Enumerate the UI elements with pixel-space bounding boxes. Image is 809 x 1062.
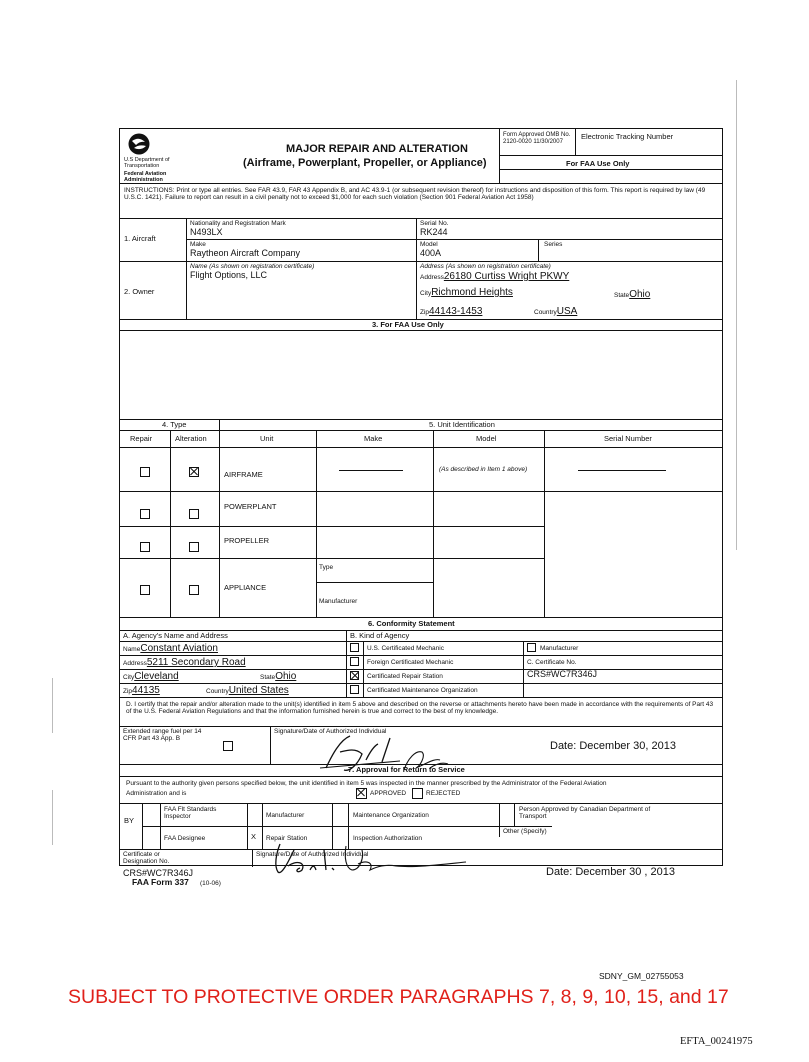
faa-label: Federal Aviation Administration	[124, 171, 167, 184]
faa-use-header: For FAA Use Only	[566, 159, 630, 168]
approval-section: 7. Approval for Return to Service	[348, 765, 465, 774]
owner-address-line: Address26180 Curtiss Wright PKWY	[420, 271, 570, 282]
kind-maintenance-checkbox[interactable]	[350, 685, 359, 694]
scan-edge-line	[52, 678, 53, 733]
kind-foreign-checkbox[interactable]	[350, 657, 359, 666]
agency-country-line: CountryUnited States	[206, 685, 289, 696]
approved-checkbox[interactable]	[356, 788, 367, 799]
aircraft-section: 1. Aircraft	[124, 234, 156, 243]
approval-sig-label: Signature/Date of Authorized Individual	[256, 851, 369, 858]
owner-city-line: CityRichmond Heights	[420, 287, 513, 298]
protective-order: SUBJECT TO PROTECTIVE ORDER PARAGRAPHS 7, 8, 9, 10, 15, and 17	[68, 986, 729, 1008]
other-specify: Other (Specify)	[503, 828, 547, 835]
propeller-repair-checkbox[interactable]	[140, 542, 150, 552]
serial-label: Serial No.	[420, 220, 449, 227]
form-approved: Form Approved OMB No. 2120-0020 11/30/2007	[503, 132, 571, 145]
kind-mechanic: U.S. Certificated Mechanic	[367, 645, 444, 652]
cert-no-label: C. Certificate No.	[527, 659, 577, 666]
kind-foreign: Foreign Certificated Mechanic	[367, 659, 454, 666]
series-label: Series	[544, 241, 563, 248]
make-label: Make	[190, 241, 206, 248]
owner-addr-label: Address (As shown on registration certificate)	[420, 263, 551, 270]
extended-range: Extended range fuel per 14 CFR Part 43 App. B	[123, 728, 202, 743]
inspection-auth: Inspection Authorization	[353, 835, 423, 842]
repair-station-mark: X	[251, 832, 257, 841]
serial-value: RK244	[420, 227, 448, 237]
conformity-section: 6. Conformity Statement	[368, 619, 455, 628]
airframe-repair-checkbox[interactable]	[140, 467, 150, 477]
model-label: Model	[420, 241, 438, 248]
powerplant-repair-checkbox[interactable]	[140, 509, 150, 519]
extended-range-checkbox[interactable]	[223, 741, 233, 751]
kind-manufacturer: Manufacturer	[540, 645, 579, 652]
owner-country-line: CountryUSA	[534, 306, 578, 317]
unit-appliance: APPLIANCE	[224, 583, 267, 592]
kind-maintenance: Certificated Maintenance Organization	[367, 687, 478, 694]
col-make: Make	[364, 434, 383, 443]
form-title: MAJOR REPAIR AND ALTERATION	[286, 143, 468, 155]
appliance-alteration-checkbox[interactable]	[189, 585, 199, 595]
form-subtitle: (Airframe, Powerplant, Propeller, or Appliance)	[243, 157, 487, 169]
agency-city-line: CityCleveland	[123, 671, 179, 682]
scan-edge-line	[52, 790, 53, 845]
unit-propeller: PROPELLER	[224, 536, 270, 545]
owner-zip-line: Zip44143-1453	[420, 306, 483, 317]
appliance-repair-checkbox[interactable]	[140, 585, 150, 595]
rejected-label: REJECTED	[426, 790, 461, 797]
form-revision: (10-06)	[200, 880, 221, 887]
rejected-checkbox[interactable]	[412, 788, 423, 799]
kind-manufacturer-checkbox[interactable]	[527, 643, 536, 652]
approval-date: Date: December 30 , 2013	[546, 866, 676, 878]
col-alteration: Alteration	[175, 434, 207, 443]
agency-state-line: StateOhio	[260, 671, 297, 682]
make-value: Raytheon Aircraft Company	[190, 248, 301, 258]
approval-cert-label: Certificate or Designation No.	[123, 851, 170, 866]
approval-text: Pursuant to the authority given persons specified below, the unit identified in item 5 was inspected in the manner prescribed by the Administrator of the Federal Aviation Administration and is	[126, 780, 607, 798]
col-repair: Repair	[130, 434, 153, 443]
cert-no-value: CRS#WC7R346J	[527, 669, 598, 679]
col-model: Model	[476, 434, 497, 443]
repair-station-label: Repair Station	[266, 835, 308, 842]
approval-cert-no: CRS#WC7R346J	[123, 868, 194, 878]
instructions: INSTRUCTIONS: Print or type all entries. See FAR 43.9, FAR 43 Appendix B, and AC 43.9-1 (or subsequent revision thereof) for instructions and disposition of this form. This report is required by law (49 U.S.C. 1421). Failure to report can result in a civil penalty not to exceed $1,000 for each such violation (Section 901 Federal Aviation Act 1958)	[124, 187, 706, 202]
flt-standards: FAA Flt Standards Inspector	[164, 806, 217, 821]
owner-name-label: Name (As shown on registration certificate)	[190, 263, 315, 270]
unit-powerplant: POWERPLANT	[224, 502, 277, 511]
unit-airframe: AIRFRAME	[224, 470, 263, 479]
canadian: Person Approved by Canadian Department of Transport	[519, 806, 651, 821]
conformity-sig-label: Signature/Date of Authorized Individual	[274, 728, 387, 735]
faa-use-section: 3. For FAA Use Only	[372, 320, 444, 329]
efta-number: EFTA_00241975	[680, 1036, 753, 1047]
col-serial: Serial Number	[604, 434, 652, 443]
col-unit: Unit	[260, 434, 274, 443]
manufacturer-approval: Manufacturer	[266, 812, 305, 819]
kind-of-agency-label: B. Kind of Agency	[350, 631, 410, 640]
agency-name-line: NameConstant Aviation	[123, 643, 218, 654]
propeller-alteration-checkbox[interactable]	[189, 542, 199, 552]
kind-repair-station: Certificated Repair Station	[367, 673, 443, 680]
faa-form-337	[119, 128, 723, 878]
approval-signature-icon	[266, 840, 506, 880]
faa-designee: FAA Designee	[164, 835, 206, 842]
unit-section: 5. Unit Identification	[429, 420, 495, 429]
owner-name-value: Flight Options, LLC	[190, 270, 268, 280]
conformity-date: Date: December 30, 2013	[550, 740, 676, 752]
form-number: FAA Form 337	[132, 877, 189, 887]
nat-value: N493LX	[190, 227, 223, 237]
dot-logo-icon	[128, 133, 150, 155]
agency-zip-line: Zip44135	[123, 685, 160, 696]
owner-state-line: StateOhio	[614, 289, 651, 300]
by-label: BY	[124, 816, 135, 825]
bates-number: SDNY_GM_02755053	[599, 971, 684, 981]
tracking-label: Electronic Tracking Number	[581, 132, 674, 141]
approved-label: APPROVED	[370, 790, 407, 797]
powerplant-alteration-checkbox[interactable]	[189, 509, 199, 519]
appliance-type-label: Type	[319, 564, 334, 571]
agency-address-line: Address5211 Secondary Road	[123, 657, 246, 668]
appliance-manufacturer-label: Manufacturer	[319, 598, 358, 605]
certify-statement: D. I certify that the repair and/or alteration made to the unit(s) identified in item 5 above and described on the reverse or attachments hereto have been made in accordance with the requirements of Part 43 of the U.S. Federal Aviation Regulations and that the information furnished herein is true and correct to the best of my knowledge.	[126, 701, 714, 716]
airframe-model: (As described in Item 1 above)	[439, 466, 528, 473]
kind-repair-station-checkbox[interactable]	[350, 671, 359, 680]
kind-mechanic-checkbox[interactable]	[350, 643, 359, 652]
type-section: 4. Type	[162, 420, 187, 429]
airframe-alteration-checkbox[interactable]	[189, 467, 199, 477]
scan-edge-line	[736, 80, 737, 550]
maint-org: Maintenance Organization	[353, 812, 429, 819]
dept-label: U.S Department of Transportation	[124, 157, 170, 170]
owner-section: 2. Owner	[124, 287, 155, 296]
agency-name-label: A. Agency's Name and Address	[123, 631, 228, 640]
nat-label: Nationality and Registration Mark	[190, 220, 286, 227]
model-value: 400A	[420, 248, 442, 258]
